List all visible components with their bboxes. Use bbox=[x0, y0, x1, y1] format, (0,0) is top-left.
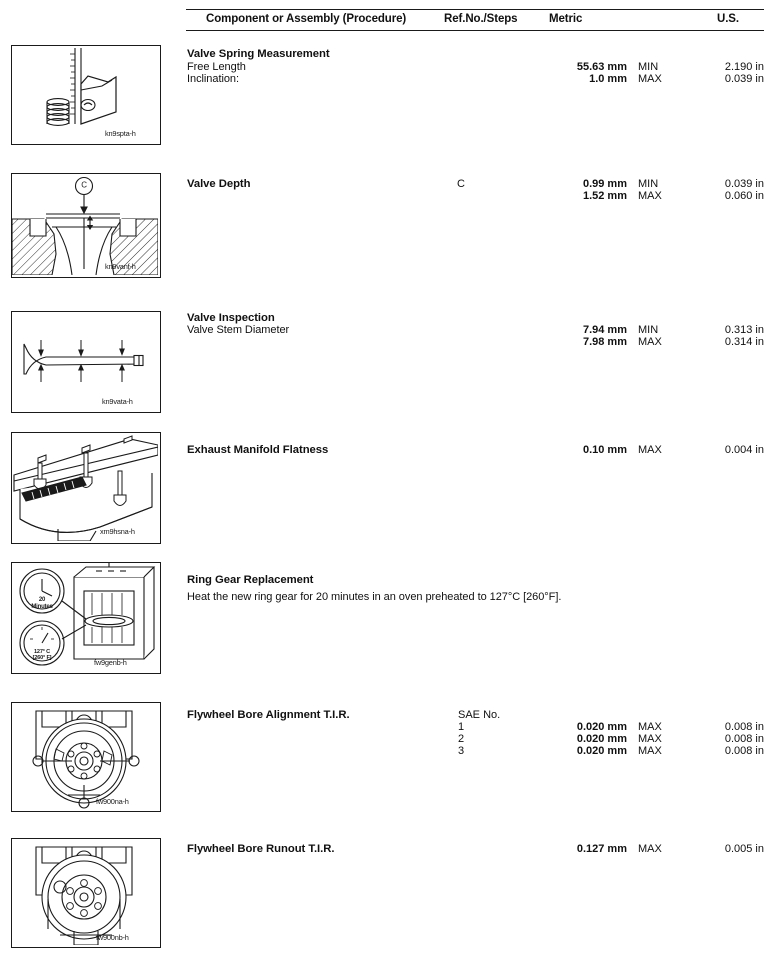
spec-us: 0.039 in bbox=[724, 178, 764, 190]
spec-line bbox=[186, 444, 764, 458]
row-title: Exhaust Manifold Flatness bbox=[187, 444, 329, 456]
header-rule-bottom bbox=[186, 30, 764, 31]
row-title: Valve Depth bbox=[187, 178, 251, 190]
header-ref-label: Ref.No./Steps bbox=[444, 13, 518, 25]
figure-caption: kn9vanf-h bbox=[105, 262, 136, 271]
valve-inspection-figure bbox=[11, 311, 161, 413]
figure-caption: xm9hsna-h bbox=[100, 527, 135, 536]
valve-depth-figure bbox=[11, 173, 161, 278]
spec-us: 0.039 in bbox=[724, 73, 764, 85]
spec-limit: MAX bbox=[638, 190, 662, 202]
spec-metric: 0.020 mm bbox=[576, 733, 627, 745]
spec-us: 0.008 in bbox=[724, 733, 764, 745]
flywheel-bore-alignment-figure bbox=[11, 702, 161, 812]
spec-limit: MIN bbox=[638, 178, 659, 190]
row-title: Ring Gear Replacement bbox=[187, 574, 314, 586]
spec-metric: 0.10 mm bbox=[582, 444, 627, 456]
figure-caption: kn9vata-h bbox=[102, 397, 133, 406]
figure-caption: fw900na-h bbox=[96, 797, 129, 806]
header-us-label: U.S. bbox=[717, 13, 739, 25]
spec-line bbox=[186, 73, 764, 87]
spec-ref: 1 bbox=[457, 721, 465, 733]
spec-us: 0.004 in bbox=[724, 444, 764, 456]
spec-metric: 0.020 mm bbox=[576, 721, 627, 733]
row-subtitle: Free Length bbox=[187, 61, 246, 73]
header-rule-top bbox=[186, 9, 764, 10]
spec-us: 0.008 in bbox=[724, 721, 764, 733]
spec-line bbox=[186, 843, 764, 857]
spec-line bbox=[186, 745, 764, 759]
row-description: Heat the new ring gear for 20 minutes in an oven preheated to 127°C [260°F]. bbox=[187, 591, 562, 603]
spec-ref: C bbox=[457, 178, 465, 190]
spec-ref: 2 bbox=[457, 733, 465, 745]
sae-number-header: SAE No. bbox=[458, 709, 501, 721]
spec-metric: 0.99 mm bbox=[582, 178, 627, 190]
ring-gear-replacement-figure bbox=[11, 562, 161, 674]
spec-limit: MIN bbox=[638, 324, 659, 336]
spec-metric: 1.0 mm bbox=[589, 73, 627, 85]
row-subtitle-2: Inclination: bbox=[187, 73, 239, 85]
figure-caption: fw900nb-h bbox=[96, 933, 129, 942]
figure-clock-value: 20 bbox=[38, 597, 46, 603]
spec-limit: MAX bbox=[638, 444, 662, 456]
figure-caption: fw9genb-h bbox=[94, 658, 127, 667]
figure-gauge-celsius: 127° C bbox=[34, 649, 50, 655]
spec-limit: MIN bbox=[638, 61, 659, 73]
spec-metric: 0.020 mm bbox=[576, 745, 627, 757]
figure-gauge-fahrenheit: [260° F] bbox=[32, 655, 52, 661]
spec-us: 0.313 in bbox=[724, 324, 764, 336]
figure-clock-unit: Minutes bbox=[31, 604, 53, 610]
spec-ref: 3 bbox=[457, 745, 465, 757]
header-component-label: Component or Assembly (Procedure) bbox=[206, 13, 407, 25]
row-title: Valve Spring Measurement bbox=[187, 48, 330, 60]
valve-spring-measurement-figure bbox=[11, 45, 161, 145]
spec-limit: MAX bbox=[638, 336, 662, 348]
spec-line bbox=[186, 336, 764, 350]
flywheel-bore-runout-figure bbox=[11, 838, 161, 948]
spec-limit: MAX bbox=[638, 721, 662, 733]
spec-limit: MAX bbox=[638, 843, 662, 855]
spec-metric: 7.94 mm bbox=[582, 324, 627, 336]
spec-metric: 0.127 mm bbox=[576, 843, 627, 855]
spec-us: 0.060 in bbox=[724, 190, 764, 202]
spec-us: 0.314 in bbox=[724, 336, 764, 348]
spec-limit: MAX bbox=[638, 733, 662, 745]
row-title: Flywheel Bore Alignment T.I.R. bbox=[187, 709, 350, 721]
spec-us: 0.005 in bbox=[724, 843, 764, 855]
spec-metric: 1.52 mm bbox=[582, 190, 627, 202]
spec-limit: MAX bbox=[638, 745, 662, 757]
spec-line bbox=[186, 190, 764, 204]
figure-caption: kn9spta-h bbox=[105, 129, 136, 138]
spec-us: 2.190 in bbox=[724, 61, 764, 73]
row-title: Valve Inspection bbox=[187, 312, 275, 324]
exhaust-manifold-flatness-figure bbox=[11, 432, 161, 544]
header-metric-label: Metric bbox=[549, 13, 583, 25]
row-subtitle: Valve Stem Diameter bbox=[187, 324, 290, 336]
spec-limit: MAX bbox=[638, 73, 662, 85]
spec-metric: 7.98 mm bbox=[582, 336, 627, 348]
spec-us: 0.008 in bbox=[724, 745, 764, 757]
figure-callout-label: C bbox=[81, 180, 87, 190]
spec-metric: 55.63 mm bbox=[576, 61, 627, 73]
row-title: Flywheel Bore Runout T.I.R. bbox=[187, 843, 335, 855]
table-header bbox=[186, 9, 764, 31]
